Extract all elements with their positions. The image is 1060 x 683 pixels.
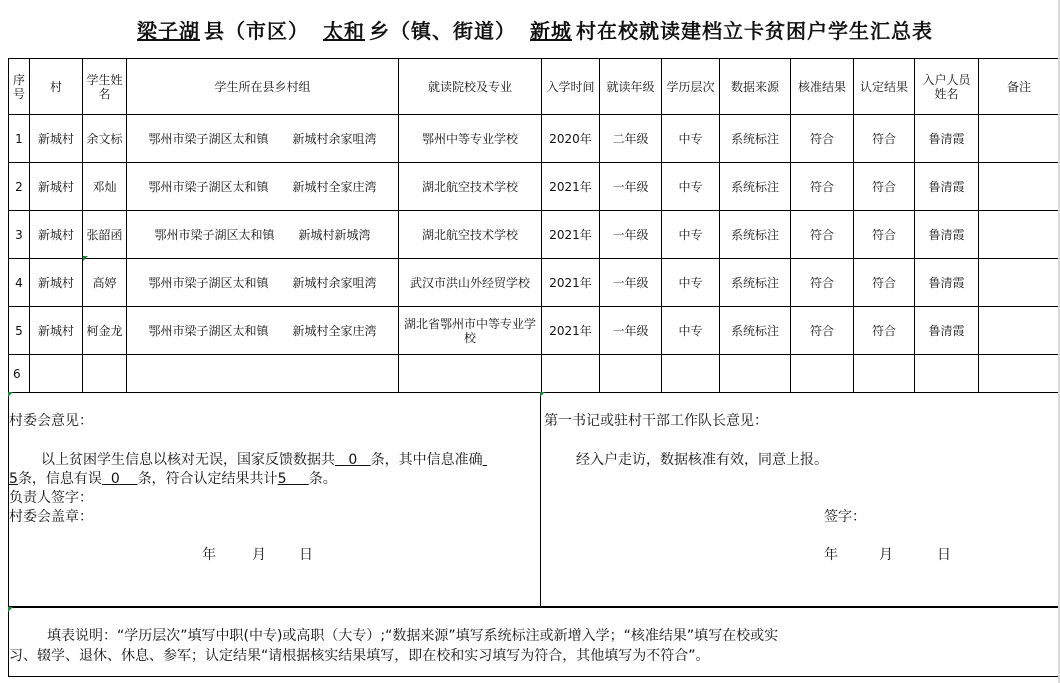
cell-year[interactable]: 2021年 — [542, 307, 600, 355]
feedback-count-value: 0 — [348, 452, 358, 468]
accurate-count: 5 — [9, 471, 18, 487]
cell-school[interactable]: 鄂州中等专业学校 — [399, 115, 542, 163]
committee-date-year: 年 — [202, 547, 216, 563]
cell-no[interactable]: 2 — [9, 163, 30, 211]
cell-school[interactable]: 湖北省鄂州市中等专业学校 — [399, 307, 542, 355]
address-group: 新城村新城湾 — [298, 227, 371, 242]
committee-line1-end: 条，其中信息准确 — [370, 452, 483, 468]
cell-source[interactable]: 系统标注 — [720, 163, 791, 211]
cell-visitor[interactable]: 鲁清霞 — [915, 307, 979, 355]
address-group: 新城村余家咀湾 — [292, 275, 377, 290]
cell-confirm[interactable]: 符合 — [854, 115, 915, 163]
title-part3: 村在校就读建档立卡贫困户学生汇总表 — [576, 18, 933, 43]
table-row — [9, 163, 1060, 211]
header-address[interactable]: 学生所在县乡村组 — [127, 59, 399, 115]
cell-village[interactable]: 新城村 — [30, 163, 83, 211]
header-name[interactable]: 学生姓名 — [83, 59, 127, 115]
secretary-heading: 第一书记或驻村干部工作队长意见： — [544, 413, 768, 429]
header-no[interactable]: 序号 — [9, 59, 30, 115]
cell-year[interactable]: 2021年 — [542, 259, 600, 307]
table-row — [9, 115, 1060, 163]
cell-village[interactable]: 新城村 — [30, 259, 83, 307]
cell-check[interactable]: 符合 — [791, 259, 854, 307]
header-school[interactable]: 就读院校及专业 — [399, 59, 542, 115]
cell-check[interactable]: 符合 — [791, 115, 854, 163]
opinion-section — [8, 392, 1059, 607]
header-source[interactable]: 数据来源 — [720, 59, 791, 115]
cell-address[interactable] — [127, 307, 399, 355]
instructions-line1: 填表说明：“学历层次”填写中职(中专)或高职（大专）;“数据来源”填写系统标注或新增入学；“核准结果”填写在校或实 — [47, 628, 779, 644]
cell-school[interactable]: 湖北航空技术学校 — [399, 163, 542, 211]
cell-school[interactable]: 武汉市洪山外经贸学校 — [399, 259, 542, 307]
cell-village[interactable] — [30, 355, 83, 393]
committee-line2-mid: 条，符合认定结果共计 — [137, 471, 278, 487]
cell-visitor[interactable]: 鲁清霞 — [915, 115, 979, 163]
committee-line1-text: 以上贫困学生信息以核对无误，国家反馈数据共 — [41, 452, 335, 468]
cell-comment-marker — [83, 256, 88, 261]
address-town: 鄂州市梁子湖区太和镇 — [148, 275, 269, 290]
committee-seal-label: 村委会盖章： — [9, 509, 93, 525]
table-header-row — [9, 59, 1060, 115]
cell-check[interactable]: 符合 — [791, 163, 854, 211]
cell-name[interactable]: 邓灿 — [83, 163, 127, 211]
cell-grade[interactable]: 二年级 — [600, 115, 662, 163]
header-note[interactable]: 备注 — [979, 59, 1060, 115]
secretary-date-month: 月 — [879, 547, 893, 563]
header-visitor[interactable]: 入户人员姓名 — [915, 59, 979, 115]
cell-visitor[interactable]: 鲁清霞 — [915, 259, 979, 307]
cell-source[interactable] — [720, 355, 791, 393]
secretary-opinion-text: 经入户走访，数据核准有效，同意上报。 — [576, 452, 828, 468]
instructions-cell[interactable] — [8, 607, 1059, 677]
cell-no[interactable]: 1 — [9, 115, 30, 163]
cell-no[interactable]: 4 — [9, 259, 30, 307]
cell-comment-marker — [8, 607, 13, 612]
committee-opinion-cell[interactable] — [9, 392, 540, 607]
header-grade[interactable]: 就读年级 — [600, 59, 662, 115]
committee-heading: 村委会意见： — [9, 413, 93, 429]
cell-source[interactable]: 系统标注 — [720, 307, 791, 355]
header-confirm[interactable]: 认定结果 — [854, 59, 915, 115]
cell-name[interactable]: 柯金龙 — [83, 307, 127, 355]
cell-note[interactable] — [979, 115, 1060, 163]
cell-confirm[interactable]: 符合 — [854, 307, 915, 355]
cell-comment-marker — [540, 392, 545, 397]
cell-year[interactable]: 2021年 — [542, 211, 600, 259]
cell-village[interactable]: 新城村 — [30, 307, 83, 355]
header-check[interactable]: 核准结果 — [791, 59, 854, 115]
cell-source[interactable]: 系统标注 — [720, 211, 791, 259]
committee-date-month: 月 — [252, 547, 266, 563]
title-town: 太和 — [323, 18, 365, 43]
cell-level[interactable]: 中专 — [662, 259, 720, 307]
cell-grade[interactable]: 一年级 — [600, 211, 662, 259]
cell-visitor[interactable] — [915, 355, 979, 393]
cell-note[interactable] — [979, 355, 1060, 393]
instructions-line2: 习、辍学、退休、休息、参军；认定结果“请根据核实结果填写，即在校和实习填写为符合，其他填写为不符合”。 — [9, 648, 710, 664]
address-town: 鄂州市梁子湖区太和镇 — [154, 227, 275, 242]
secretary-date-year: 年 — [824, 547, 838, 563]
header-enroll-time[interactable]: 入学时间 — [542, 59, 600, 115]
cell-school[interactable] — [399, 355, 542, 393]
address-group: 新城村余家咀湾 — [292, 131, 377, 146]
cell-year[interactable]: 2020年 — [542, 115, 600, 163]
cell-note[interactable] — [979, 259, 1060, 307]
cell-source[interactable]: 系统标注 — [720, 115, 791, 163]
cell-address[interactable] — [127, 259, 399, 307]
cell-confirm[interactable]: 符合 — [854, 211, 915, 259]
address-town: 鄂州市梁子湖区太和镇 — [148, 323, 269, 338]
secretary-sign-label: 签字： — [824, 509, 866, 525]
table-row — [9, 355, 1060, 393]
cell-check[interactable]: 符合 — [791, 307, 854, 355]
cell-village[interactable]: 新城村 — [30, 115, 83, 163]
address-town: 鄂州市梁子湖区太和镇 — [148, 179, 269, 194]
cell-visitor[interactable]: 鲁清霞 — [915, 163, 979, 211]
committee-line2 — [9, 470, 337, 489]
address-group: 新城村全家庄湾 — [292, 323, 377, 338]
address-town: 鄂州市梁子湖区太和镇 — [148, 131, 269, 146]
cell-check[interactable] — [791, 355, 854, 393]
title-part1: 县（市区） — [204, 18, 309, 43]
page-title — [8, 2, 1058, 56]
cell-name[interactable]: 张韶函 — [83, 211, 127, 259]
cell-no[interactable]: 3 — [9, 211, 30, 259]
cell-check[interactable]: 符合 — [791, 211, 854, 259]
title-district: 梁子湖 — [137, 18, 200, 43]
title-part2: 乡（镇、街道） — [369, 18, 516, 43]
cell-school[interactable]: 湖北航空技术学校 — [399, 211, 542, 259]
title-village: 新城 — [530, 18, 572, 43]
committee-line2-end: 条。 — [308, 471, 337, 487]
match-count — [278, 471, 309, 487]
cell-address[interactable] — [127, 355, 399, 393]
cell-visitor[interactable]: 鲁清霞 — [915, 211, 979, 259]
secretary-opinion-cell[interactable] — [541, 392, 1059, 607]
cell-level[interactable]: 中专 — [662, 211, 720, 259]
cell-confirm[interactable]: 符合 — [854, 259, 915, 307]
cell-grade[interactable]: 一年级 — [600, 259, 662, 307]
match-count-value: 5 — [277, 471, 287, 487]
table-row — [9, 211, 1060, 259]
address-group: 新城村全家庄湾 — [292, 179, 377, 194]
cell-level[interactable]: 中专 — [662, 163, 720, 211]
committee-line1 — [41, 451, 487, 470]
cell-name[interactable]: 余文标 — [83, 115, 127, 163]
header-village[interactable]: 村 — [30, 59, 83, 115]
cell-grade[interactable]: 一年级 — [600, 163, 662, 211]
responsible-signature-label: 负责人签字： — [9, 490, 93, 506]
cell-grade[interactable] — [600, 355, 662, 393]
cell-address[interactable] — [127, 163, 399, 211]
cell-no[interactable]: 6 — [9, 355, 30, 393]
cell-year[interactable]: 2021年 — [542, 163, 600, 211]
cell-address[interactable] — [127, 115, 399, 163]
feedback-count — [335, 452, 371, 468]
cell-grade[interactable]: 一年级 — [600, 307, 662, 355]
cell-no[interactable]: 5 — [9, 307, 30, 355]
cell-note[interactable] — [979, 211, 1060, 259]
cell-village[interactable]: 新城村 — [30, 211, 83, 259]
error-count-value: 0 — [110, 471, 120, 487]
cell-year[interactable] — [542, 355, 600, 393]
header-level[interactable]: 学历层次 — [662, 59, 720, 115]
cell-level[interactable] — [662, 355, 720, 393]
cell-note[interactable] — [979, 307, 1060, 355]
cell-address[interactable] — [127, 211, 399, 259]
committee-date-day: 日 — [299, 547, 313, 563]
committee-line2-text: 条，信息有误 — [17, 471, 102, 487]
cell-comment-marker — [8, 392, 13, 397]
table-row — [9, 259, 1060, 307]
cell-confirm[interactable] — [854, 355, 915, 393]
cell-confirm[interactable]: 符合 — [854, 163, 915, 211]
cell-level[interactable]: 中专 — [662, 307, 720, 355]
cell-name[interactable]: 高婷 — [83, 259, 127, 307]
cell-source[interactable]: 系统标注 — [720, 259, 791, 307]
students-table — [8, 58, 1060, 393]
error-count — [102, 471, 138, 487]
cell-name[interactable] — [83, 355, 127, 393]
cell-note[interactable] — [979, 163, 1060, 211]
cell-level[interactable]: 中专 — [662, 115, 720, 163]
table-row — [9, 307, 1060, 355]
secretary-date-day: 日 — [937, 547, 951, 563]
